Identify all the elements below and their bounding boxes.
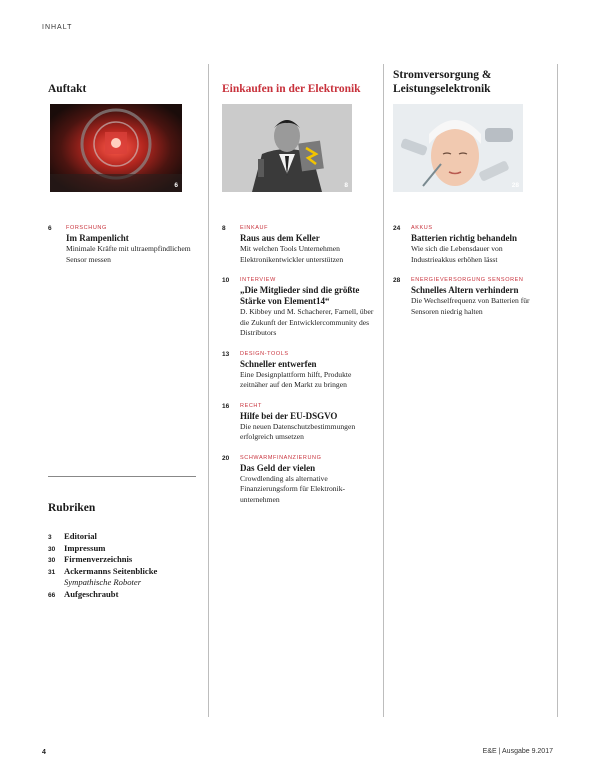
column-divider [208, 64, 209, 717]
footer-page-number: 4 [42, 749, 46, 756]
section-label: INHALT [42, 24, 73, 31]
entry-description: D. Kibbey und M. Schacherer, Farnell, über die Zukunft der Entwicklercommunity des Distributors [240, 307, 374, 337]
column-divider [383, 64, 384, 717]
entry-category: ENERGIEVERSORGUNG SENSOREN [411, 277, 524, 283]
treatment-photo [393, 104, 523, 192]
entry-category: SCHWARMFINANZIERUNG [240, 454, 322, 461]
entry-description: Die neuen Datenschutzbestimmungen erfolgreich umsetzen [240, 421, 356, 441]
list-item[interactable] [222, 276, 374, 339]
entry-list [222, 224, 374, 516]
entry-list [393, 224, 545, 328]
rubrik-label: Firmenverzeichnis [64, 554, 133, 564]
entry-category: AKKUS [411, 225, 433, 231]
rubrik-item[interactable] [48, 554, 208, 566]
rubrik-page: 3 [48, 534, 52, 541]
entry-page: 8 [222, 225, 226, 232]
entry-title: „Die Mitglieder sind die größte Stärke von Element14“ [240, 285, 360, 306]
column-auftakt [48, 64, 196, 264]
hero-image-sensor [50, 104, 182, 192]
column-stromversorgung [393, 64, 545, 316]
rubriken-heading: Rubriken [48, 502, 96, 514]
entry-description: Die Wechselfrequenz von Batterien für Sensoren niedrig halten [411, 296, 530, 316]
rubrik-label: Impressum [64, 542, 106, 553]
rubrik-page: 30 [48, 557, 56, 564]
footer-publication: E&E | Ausgabe 9.2017 [482, 748, 553, 755]
rubriken-list [48, 531, 208, 600]
rubrik-label: Sympathische Roboter [64, 577, 142, 587]
entry-category: DESIGN-TOOLS [240, 350, 289, 357]
entry-category: RECHT [240, 402, 262, 409]
entry-page: 13 [222, 350, 230, 358]
entry-list [48, 224, 196, 276]
list-item[interactable] [393, 276, 545, 317]
hero-image-salesman [222, 104, 352, 192]
entry-page: 16 [222, 402, 230, 410]
column-einkaufen [222, 64, 374, 504]
rubrik-item[interactable] [48, 531, 208, 543]
list-item[interactable] [222, 350, 374, 391]
rubrik-label: Ackermanns Seitenblicke [64, 565, 158, 576]
column-divider [557, 64, 558, 717]
entry-description: Minimale Kräfte mit ultraempfindlichem Sensor messen [66, 244, 191, 264]
entry-category: EINKAUF [240, 225, 269, 231]
list-item[interactable] [222, 224, 374, 265]
list-item[interactable] [222, 402, 374, 443]
list-item[interactable] [393, 224, 545, 265]
entry-description: Mit welchen Tools Unternehmen Elektronikentwickler unterstützen [240, 244, 344, 264]
entry-page: 24 [393, 225, 401, 232]
rubrik-label: Editorial [64, 531, 97, 541]
column-title: Auftakt [48, 83, 87, 95]
rubrik-item[interactable] [48, 589, 208, 601]
entry-title: Schneller entwerfen [240, 358, 317, 369]
entry-title: Raus aus dem Keller [240, 233, 320, 243]
rubrik-page: 31 [48, 568, 56, 576]
list-item[interactable] [222, 454, 374, 506]
entry-description: Eine Designplattform hilft, Produkte zeitnäher auf den Markt zu bringen [240, 369, 352, 389]
column-title: Einkaufen in der Elektronik [222, 83, 361, 95]
rubrik-item[interactable] [48, 543, 208, 555]
hero-page-number: 6 [174, 182, 178, 189]
entry-category: INTERVIEW [240, 277, 276, 283]
rubrik-item[interactable] [48, 566, 208, 578]
entry-page: 10 [222, 277, 230, 284]
entry-category: FORSCHUNG [66, 225, 107, 231]
entry-page: 20 [222, 454, 230, 462]
sensor-photo [50, 104, 182, 192]
hero-page-number: 8 [344, 182, 348, 189]
hero-image-treatment [393, 104, 523, 192]
entry-description: Wie sich die Lebensdauer von Industrieakkus erhöhen lässt [411, 244, 503, 264]
hero-page-number: 28 [511, 182, 519, 189]
entry-title: Das Geld der vielen [240, 462, 316, 473]
entry-title: Im Rampenlicht [66, 233, 129, 243]
column-title: Stromversorgung & Leistungselektronik [393, 69, 492, 95]
entry-page: 28 [393, 277, 401, 284]
rubrik-subtitle [48, 577, 208, 589]
rubrik-page: 30 [48, 545, 56, 553]
entry-title: Schnelles Altern verhindern [411, 285, 519, 295]
salesman-photo [222, 104, 352, 192]
rubrik-label: Aufgeschraubt [64, 588, 119, 599]
rubriken-divider [48, 476, 196, 477]
entry-title: Batterien richtig behandeln [411, 233, 517, 243]
list-item[interactable] [48, 224, 196, 265]
rubrik-page: 66 [48, 591, 56, 599]
entry-title: Hilfe bei der EU-DSGVO [240, 410, 338, 421]
entry-description: Crowdlending als alternative Finanzierungsform für Elektronikunternehmen [240, 473, 346, 504]
entry-page: 6 [48, 225, 52, 232]
